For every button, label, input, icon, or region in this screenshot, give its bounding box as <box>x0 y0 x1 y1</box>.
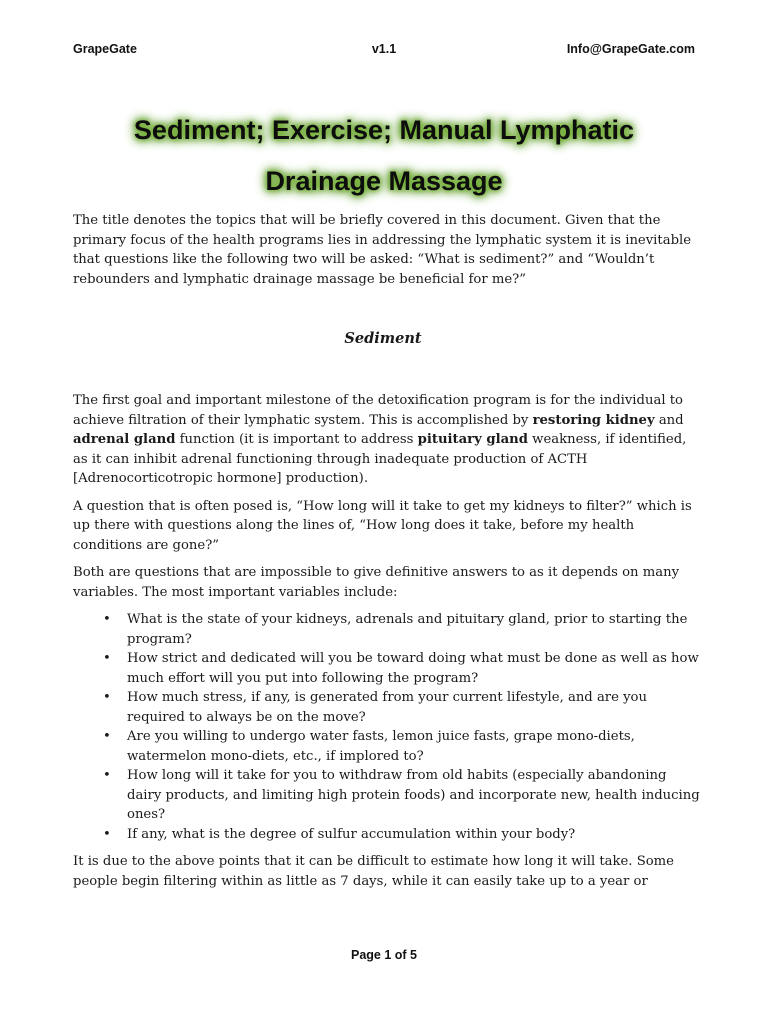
list-item: • How long will it take for you to withdraw from old habits (especially abandoning dairy products, and limiting high protein foods) and incorporate new, health inducing ones? <box>127 766 703 825</box>
para1-bold-restoring-kidney: restoring kidney <box>532 412 655 428</box>
header-email: Info@GrapeGate.com <box>566 42 695 56</box>
list-item: • How much stress, if any, is generated from your current lifestyle, and are you required to always be on the move? <box>127 688 703 727</box>
intro-paragraph: The title denotes the topics that will be briefly covered in this document. Given that the primary focus of the health programs lies in addressing the lymphatic system it is inevitable that questions like the following two will be asked: “What is sediment?” and “Wouldn’t rebounders and lymphatic drainage massage be beneficial for me?” <box>73 213 692 287</box>
header-brand: GrapeGate <box>73 42 137 56</box>
paragraph-question: A question that is often posed is, “How long will it take to get my kidneys to filter?” which is up there with questions along the lines of, “How long does it take, before my health conditions are gone?” <box>73 498 692 553</box>
para1-text-3: function (it is important to address <box>175 432 418 447</box>
list-item: • What is the state of your kidneys, adrenals and pituitary gland, prior to starting the program? <box>127 610 703 649</box>
document-title <box>60 105 708 207</box>
para1-bold-pituitary-gland: pituitary gland <box>417 432 528 447</box>
para1-text-1: The first goal and important milestone of the detoxification program is for the individual to achieve filtration of their lymphatic system. This is accomplished by <box>73 393 683 428</box>
para1-text-2: and <box>654 412 684 428</box>
sediment-section <box>73 391 703 899</box>
header-version: v1.1 <box>371 42 397 56</box>
intro-section <box>73 211 703 297</box>
paragraph-filtration <box>73 391 703 489</box>
title-line-2: Drainage Massage <box>265 166 503 196</box>
para1-text-4: weakness, if identified, as it can inhibit adrenal functioning through inadequate production of ACTH [Adrenocorticotropic hormone] production). <box>73 432 687 486</box>
page-number: Page 1 of 5 <box>351 948 417 962</box>
list-item: • How strict and dedicated will you be toward doing what must be done as well as how much effort will you put into following the program? <box>127 649 703 688</box>
page-header <box>73 42 695 60</box>
title-line-1: Sediment; Exercise; Manual Lymphatic <box>133 115 635 145</box>
paragraph-estimate: It is due to the above points that it can be difficult to estimate how long it will take. Some people begin filtering within as little as 7 days, while it can easily take up to a year or <box>73 854 674 889</box>
paragraph-variables: Both are questions that are impossible to give definitive answers to as it depends on many variables. The most important variables include: <box>73 565 680 600</box>
para1-bold-adrenal-gland: adrenal gland <box>73 432 176 447</box>
section-heading-sediment: Sediment <box>344 330 422 347</box>
variables-list <box>73 610 703 844</box>
list-item: • If any, what is the degree of sulfur accumulation within your body? <box>127 825 703 845</box>
list-item: • Are you willing to undergo water fasts, lemon juice fasts, grape mono-diets, watermelon mono-diets, etc., if implored to? <box>127 727 703 766</box>
